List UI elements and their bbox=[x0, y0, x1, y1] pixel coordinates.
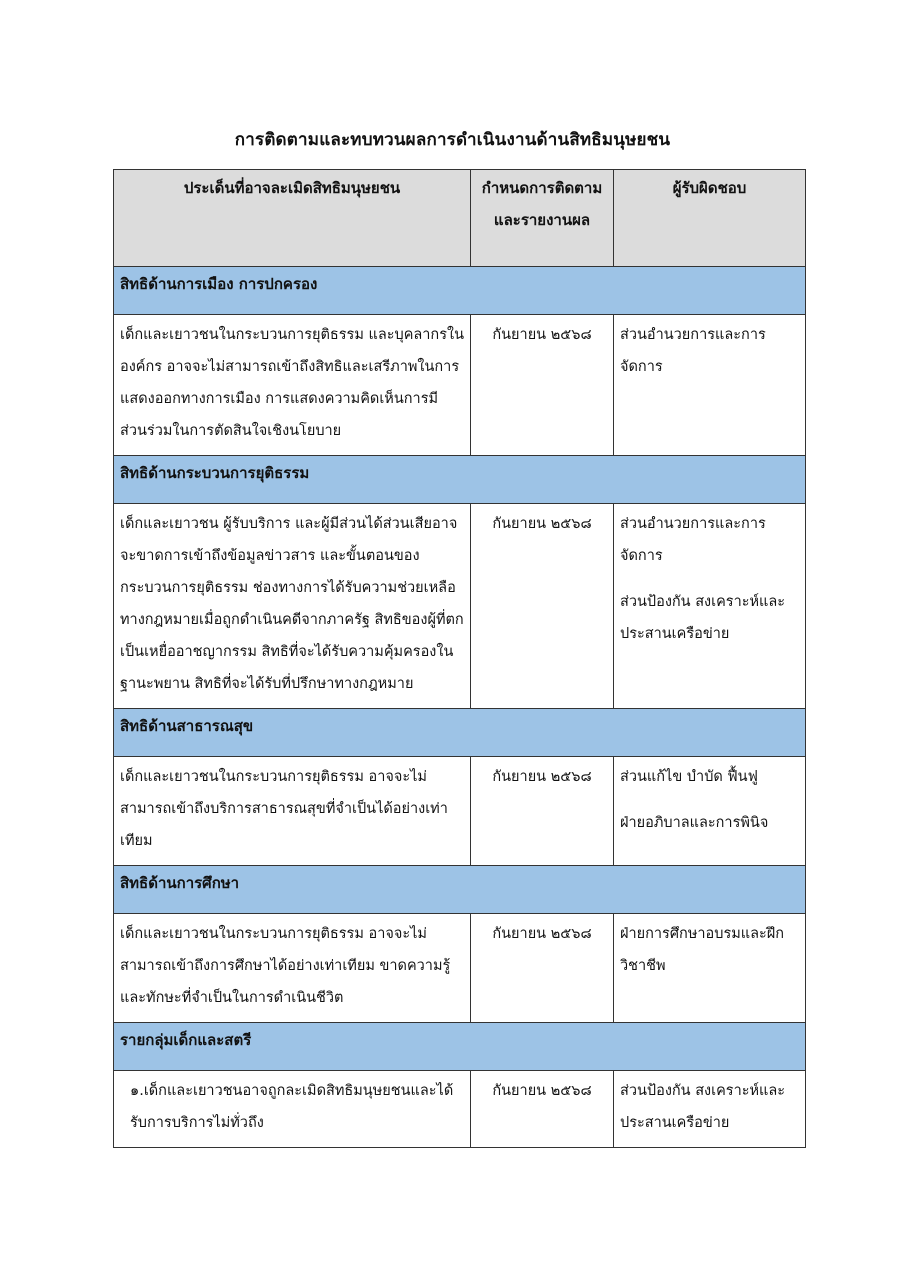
section-title: สิทธิด้านการเมือง การปกครอง bbox=[114, 267, 806, 315]
deadline-cell: กันยายน ๒๕๖๘ bbox=[471, 914, 614, 1023]
responsible-gap bbox=[620, 572, 799, 586]
responsible-cell bbox=[614, 914, 806, 1023]
header-deadline-line1: กำหนดการติดตาม bbox=[481, 179, 603, 197]
issue-description-text: เด็กและเยาวชนในกระบวนการยุติธรรม และบุคลากรในองค์กร อาจจะไม่สามารถเข้าถึงสิทธิและเสรีภาพในการแสดงออกทางการเมือง การแสดงความคิดเห็นการมีส่วนร่วมในการตัดสินใจเชิงนโยบาย bbox=[120, 327, 464, 439]
table-header-row bbox=[114, 170, 806, 267]
issue-description bbox=[114, 914, 471, 1023]
responsible-gap bbox=[620, 793, 799, 807]
issue-description bbox=[114, 504, 471, 709]
deadline-cell: กันยายน ๒๕๖๘ bbox=[471, 1071, 614, 1148]
human-rights-table bbox=[113, 169, 806, 1148]
header-deadline-line2: และรายงานผล bbox=[493, 211, 591, 229]
responsible-unit: ส่วนป้องกัน สงเคราะห์และประสานเครือข่าย bbox=[620, 1083, 786, 1131]
page-title: การติดตามและทบทวนผลการดำเนินงานด้านสิทธิมนุษยชน bbox=[234, 130, 671, 150]
responsible-cell bbox=[614, 315, 806, 456]
section-row bbox=[114, 267, 806, 315]
section-row bbox=[114, 709, 806, 757]
issue-description-text: เด็กและเยาวชน ผู้รับบริการ และผู้มีส่วนได้ส่วนเสียอาจจะขาดการเข้าถึงข้อมูลข่าวสาร และขั้นตอนของกระบวนการยุติธรรม ช่องทางการได้รับความช่วยเหลือทางกฎหมายเมื่อถูกดำเนินคดีจากภาครัฐ สิทธิของผู้ที่ตกเป็นเหยื่ออาชญากรรม สิทธิที่จะได้รับความคุ้มครองในฐานะพยาน สิทธิที่จะได้รับที่ปรึกษาทางกฎหมาย bbox=[120, 516, 464, 692]
responsible-unit: ส่วนอำนวยการและการจัดการ bbox=[620, 327, 766, 375]
deadline-cell: กันยายน ๒๕๖๘ bbox=[471, 315, 614, 456]
header-responsible: ผู้รับผิดชอบ bbox=[614, 170, 806, 267]
responsible-unit: ส่วนป้องกัน สงเคราะห์และประสานเครือข่าย bbox=[620, 594, 786, 642]
responsible-cell bbox=[614, 757, 806, 866]
responsible-cell bbox=[614, 1071, 806, 1148]
table-row bbox=[114, 315, 806, 456]
section-row bbox=[114, 456, 806, 504]
header-deadline bbox=[471, 170, 614, 267]
issue-description bbox=[114, 1071, 471, 1148]
issue-description bbox=[114, 315, 471, 456]
table-row bbox=[114, 914, 806, 1023]
table-row bbox=[114, 504, 806, 709]
responsible-unit: ฝ่ายการศึกษาอบรมและฝึกวิชาชีพ bbox=[620, 926, 785, 974]
section-title: สิทธิด้านสาธารณสุข bbox=[114, 709, 806, 757]
section-row bbox=[114, 1023, 806, 1071]
deadline-cell: กันยายน ๒๕๖๘ bbox=[471, 757, 614, 866]
issue-description-text: เด็กและเยาวชนในกระบวนการยุติธรรม อาจจะไม่สามารถเข้าถึงบริการสาธารณสุขที่จำเป็นได้อย่างเท่าเทียม bbox=[120, 769, 448, 849]
section-title: รายกลุ่มเด็กและสตรี bbox=[114, 1023, 806, 1071]
section-title: สิทธิด้านกระบวนการยุติธรรม bbox=[114, 456, 806, 504]
section-title: สิทธิด้านการศึกษา bbox=[114, 866, 806, 914]
issue-description-text: ๑.เด็กและเยาวชนอาจถูกละเมิดสิทธิมนุษยชนและได้รับการบริการไม่ทั่วถึง bbox=[130, 1083, 454, 1131]
header-issue: ประเด็นที่อาจละเมิดสิทธิมนุษยชน bbox=[114, 170, 471, 267]
table-row bbox=[114, 757, 806, 866]
responsible-unit: ส่วนอำนวยการและการจัดการ bbox=[620, 516, 766, 564]
deadline-cell: กันยายน ๒๕๖๘ bbox=[471, 504, 614, 709]
responsible-unit: ส่วนแก้ไข บำบัด ฟื้นฟู bbox=[620, 769, 758, 785]
issue-description bbox=[114, 757, 471, 866]
responsible-unit: ฝ่ายอภิบาลและการพินิจ bbox=[620, 815, 769, 831]
section-row bbox=[114, 866, 806, 914]
table-row bbox=[114, 1071, 806, 1148]
responsible-cell bbox=[614, 504, 806, 709]
issue-description-text: เด็กและเยาวชนในกระบวนการยุติธรรม อาจจะไม่สามารถเข้าถึงการศึกษาได้อย่างเท่าเทียม ขาดความรู้และทักษะที่จำเป็นในการดำเนินชีวิต bbox=[120, 926, 451, 1006]
